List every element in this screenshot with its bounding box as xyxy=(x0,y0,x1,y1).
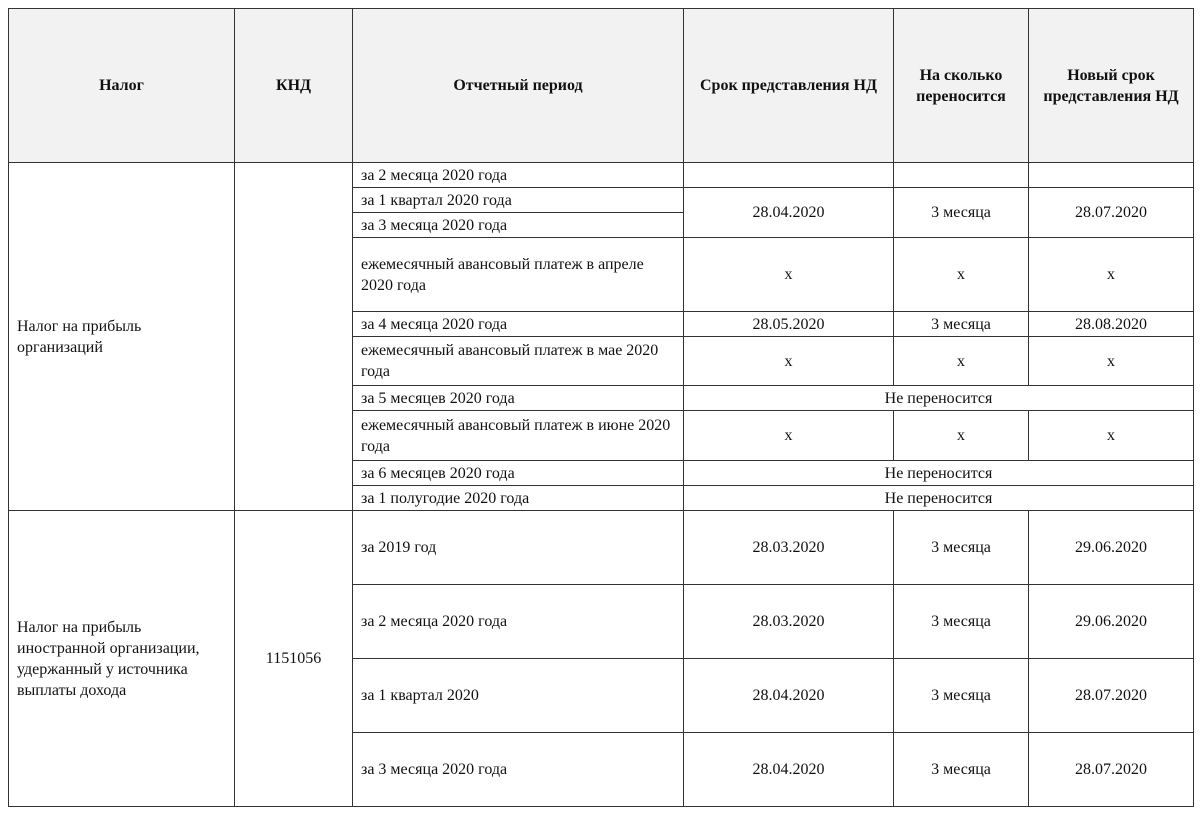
header-tax: Налог xyxy=(9,9,235,163)
deadline-cell: х xyxy=(684,337,894,386)
not-moved-cell: Не переносится xyxy=(684,461,1194,486)
new-deadline-cell: 29.06.2020 xyxy=(1029,511,1194,585)
deadline-cell: 28.03.2020 xyxy=(684,585,894,659)
shift-cell: х xyxy=(894,411,1029,461)
header-new-deadline: Новый срок представления НД xyxy=(1029,9,1194,163)
header-row xyxy=(9,9,1194,163)
shift-cell: х xyxy=(894,337,1029,386)
shift-cell: 3 месяца xyxy=(894,659,1029,733)
not-moved-cell: Не переносится xyxy=(684,486,1194,511)
period-cell: за 4 месяца 2020 года xyxy=(353,312,684,337)
header-knd: КНД xyxy=(235,9,353,163)
period-cell: за 3 месяца 2020 года xyxy=(353,213,684,238)
shift-cell: 3 месяца xyxy=(894,511,1029,585)
shift-cell: х xyxy=(894,238,1029,312)
deadline-cell: х xyxy=(684,411,894,461)
period-cell: за 1 квартал 2020 xyxy=(353,659,684,733)
header-deadline: Срок представления НД xyxy=(684,9,894,163)
new-deadline-cell: 28.08.2020 xyxy=(1029,312,1194,337)
table-row xyxy=(9,163,1194,188)
new-deadline-cell: 28.07.2020 xyxy=(1029,659,1194,733)
deadline-table xyxy=(8,8,1194,807)
knd-cell xyxy=(235,163,353,511)
not-moved-cell: Не переносится xyxy=(684,386,1194,411)
period-cell: за 1 полугодие 2020 года xyxy=(353,486,684,511)
deadline-cell: х xyxy=(684,238,894,312)
period-cell: за 2019 год xyxy=(353,511,684,585)
deadline-cell: 28.04.2020 xyxy=(684,188,894,238)
deadline-cell xyxy=(684,163,894,188)
tax-name-cell: Налог на прибыль иностранной организации, удержанный у источника выплаты дохода xyxy=(9,511,235,807)
deadline-cell: 28.05.2020 xyxy=(684,312,894,337)
new-deadline-cell xyxy=(1029,163,1194,188)
header-period: Отчетный период xyxy=(353,9,684,163)
period-cell: за 1 квартал 2020 года xyxy=(353,188,684,213)
new-deadline-cell: х xyxy=(1029,238,1194,312)
new-deadline-cell: х xyxy=(1029,337,1194,386)
header-shift: На сколько переносится xyxy=(894,9,1029,163)
period-cell: за 3 месяца 2020 года xyxy=(353,733,684,807)
deadline-cell: 28.03.2020 xyxy=(684,511,894,585)
new-deadline-cell: 28.07.2020 xyxy=(1029,188,1194,238)
table-row xyxy=(9,511,1194,585)
period-cell: ежемесячный авансовый платеж в апреле 2020 года xyxy=(353,238,684,312)
deadline-cell: 28.04.2020 xyxy=(684,733,894,807)
period-cell: за 6 месяцев 2020 года xyxy=(353,461,684,486)
period-cell: ежемесячный авансовый платеж в июне 2020 года xyxy=(353,411,684,461)
shift-cell: 3 месяца xyxy=(894,188,1029,238)
shift-cell xyxy=(894,163,1029,188)
period-cell: за 2 месяца 2020 года xyxy=(353,163,684,188)
new-deadline-cell: 28.07.2020 xyxy=(1029,733,1194,807)
period-cell: за 2 месяца 2020 года xyxy=(353,585,684,659)
knd-cell: 1151056 xyxy=(235,511,353,807)
shift-cell: 3 месяца xyxy=(894,312,1029,337)
shift-cell: 3 месяца xyxy=(894,733,1029,807)
new-deadline-cell: х xyxy=(1029,411,1194,461)
period-cell: ежемесячный авансовый платеж в мае 2020 года xyxy=(353,337,684,386)
period-cell: за 5 месяцев 2020 года xyxy=(353,386,684,411)
tax-name-cell: Налог на прибыль организаций xyxy=(9,163,235,511)
new-deadline-cell: 29.06.2020 xyxy=(1029,585,1194,659)
deadline-cell: 28.04.2020 xyxy=(684,659,894,733)
shift-cell: 3 месяца xyxy=(894,585,1029,659)
